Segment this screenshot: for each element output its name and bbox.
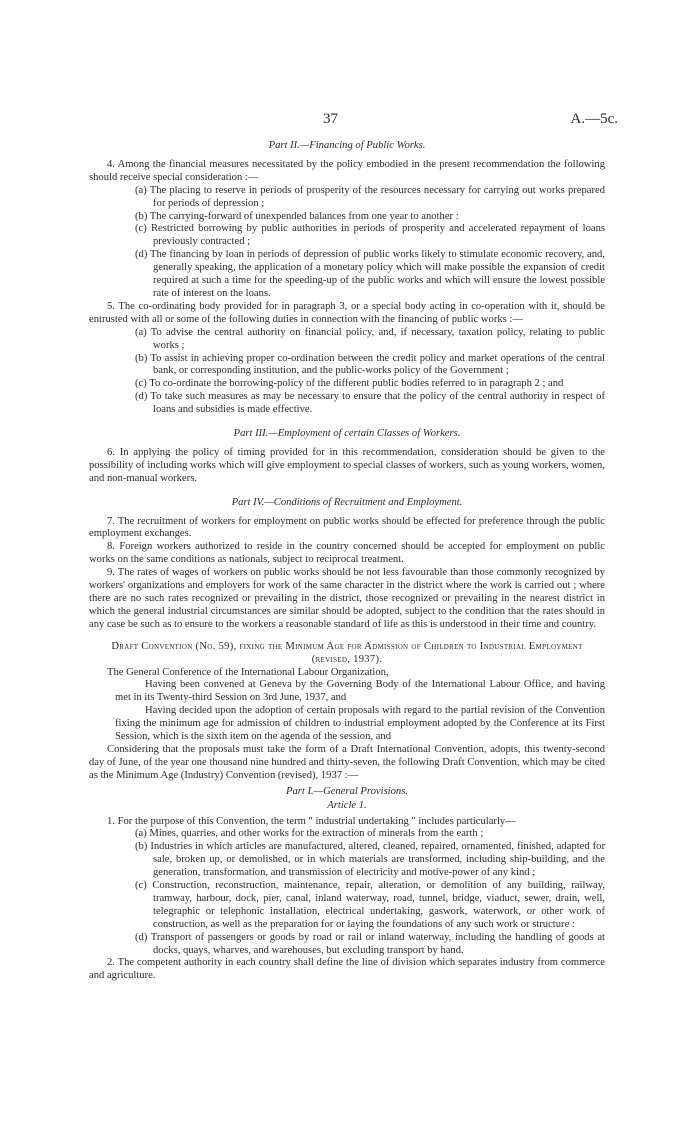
convention-title: Draft Convention (No. 59), fixing the Minimum Age for Admission of Children to Industrial Employment (revised, 1937). [111, 640, 583, 665]
document-reference: A.—5c. [570, 111, 618, 127]
paragraph-4-item-a: (a) The placing to reserve in periods of prosperity of the resources necessary for carrying out works prepared for periods of depression ; [135, 184, 605, 209]
article-1-item-d: (d) Transport of passengers or goods by road or rail or inland waterway, including the handling of goods at docks, quays, wharves, and warehouses, but excluding transport by hand. [135, 931, 605, 956]
part-ii-heading: Part II.—Financing of Public Works. [268, 140, 426, 151]
paragraph-4-item-c: (c) Restricted borrowing by public authorities in periods of prosperity and accelerated repayment of loans previously contracted ; [135, 223, 605, 248]
convention-considering: Considering that the proposals must take the form of a Draft International Convention, adopts, this twenty-second day of June, of the year one thousand nine hundred and thirty-seven, the following Draft Convention, which may be cited as the Minimum Age (Industry) Convention (revised), 1937 :— [89, 743, 605, 781]
article-1-heading: Article 1. [327, 799, 367, 811]
paragraph-4: 4. Among the financial measures necessitated by the policy embodied in the present recommendation the following should receive special consideration :— [89, 158, 605, 183]
paragraph-4-item-d: (d) The financing by loan in periods of depression of public works likely to stimulate economic recovery, and, generally speaking, the application of a monetary policy which will make possible the expansion of credit required at such a time for the speeding-up of the public works and which will ensure the lowest possible rate of interest on the loans. [135, 249, 605, 299]
convention-having-convened: Having been convened at Geneva by the Governing Body of the International Labour Office, and having met in its Twenty-third Session on 3rd June, 1937, and [115, 679, 605, 704]
paragraph-5-item-b: (b) To assist in achieving proper co-ordination between the credit policy and market operations of the central bank, or corresponding institution, and the public-works policy of the Government ; [135, 352, 605, 377]
paragraph-5-item-d: (d) To take such measures as may be necessary to ensure that the policy of the central authority in respect of loans and subsidies is made effective. [135, 391, 605, 416]
convention-having-decided: Having decided upon the adoption of certain proposals with regard to the partial revision of the Convention fixing the minimum age for admission of children to industrial employment adopted by the Conference at its First Session, which is the sixth item on the agenda of the session, and [115, 705, 605, 743]
paragraph-5-item-c: (c) To co-ordinate the borrowing-policy of the different public bodies referred to in paragraph 2 ; and [135, 378, 564, 390]
part-iv-heading: Part IV.—Conditions of Recruitment and Employment. [231, 496, 463, 508]
article-1-item-c: (c) Construction, reconstruction, maintenance, repair, alteration, or demolition of any building, railway, tramway, harbour, dock, pier, canal, inland waterway, road, tunnel, bridge, viaduct, sewer, drain, well, telegraphic or telephonic installation, electrical undertaking, gaswork, waterwork, or other work of construction, as well as the preparation for or laying the foundations of any such work or structure : [135, 880, 605, 930]
paragraph-7: 7. The recruitment of workers for employment on public works should be effected for preference through the public employment exchanges. [89, 515, 605, 540]
article-1-item-a: (a) Mines, quarries, and other works for the extraction of minerals from the earth ; [135, 828, 484, 840]
paragraph-9: 9. The rates of wages of workers on public works should be not less favourable than those commonly recognized by workers' organizations and employers for work of the same character in the district where the work is carried out ; where there are no such rates recognized or prevailing in the district, those recognized or prevailing in the nearest district in which the general industrial circumstances are similar should be adopted, subject to the condition that the rates should in any case be such as to ensure to the workers a reasonable standard of life as this is understood in their time and country. [89, 567, 605, 630]
page-number: 37 [323, 111, 338, 127]
paragraph-6: 6. In applying the policy of timing provided for in this recommendation, consideration should be given to the possibility of including works which will give employment to special classes of workers, such as young workers, women, and non-manual workers. [89, 446, 605, 484]
page-header [0, 113, 700, 131]
paragraph-4-item-b: (b) The carrying-forward of unexpended balances from one year to another : [135, 210, 459, 222]
convention-intro: The General Conference of the International Labour Organization, [107, 666, 389, 678]
article-1-item-b: (b) Industries in which articles are manufactured, altered, cleaned, repaired, ornamented, finished, adapted for sale, broken up, or demolished, or in which materials are transformed, including ship-building, and the generation, transformation, and transmission of electricity and motive-power of any kind ; [135, 841, 605, 879]
paragraph-5: 5. The co-ordinating body provided for in paragraph 3, or a special body acting in co-operation with it, should be entrusted with all or some of the following duties in connection with the financing of public works :— [89, 300, 605, 325]
convention-part-i-heading: Part I.—General Provisions. [285, 785, 408, 797]
article-1-paragraph-1: 1. For the purpose of this Convention, the term " industrial undertaking " includes particularly— [107, 815, 516, 827]
paragraph-8: 8. Foreign workers authorized to reside in the country concerned should be accepted for employment on public works on the same conditions as nationals, subject to reciprocal treatment. [89, 541, 605, 566]
part-iii-heading: Part III.—Employment of certain Classes of Workers. [233, 428, 461, 440]
paragraph-5-item-a: (a) To advise the central authority on financial policy, and, if necessary, taxation policy, relating to public works ; [135, 326, 605, 351]
document-body [89, 138, 605, 983]
article-1-paragraph-2: 2. The competent authority in each country shall define the line of division which separates industry from commerce and agriculture. [89, 957, 605, 982]
